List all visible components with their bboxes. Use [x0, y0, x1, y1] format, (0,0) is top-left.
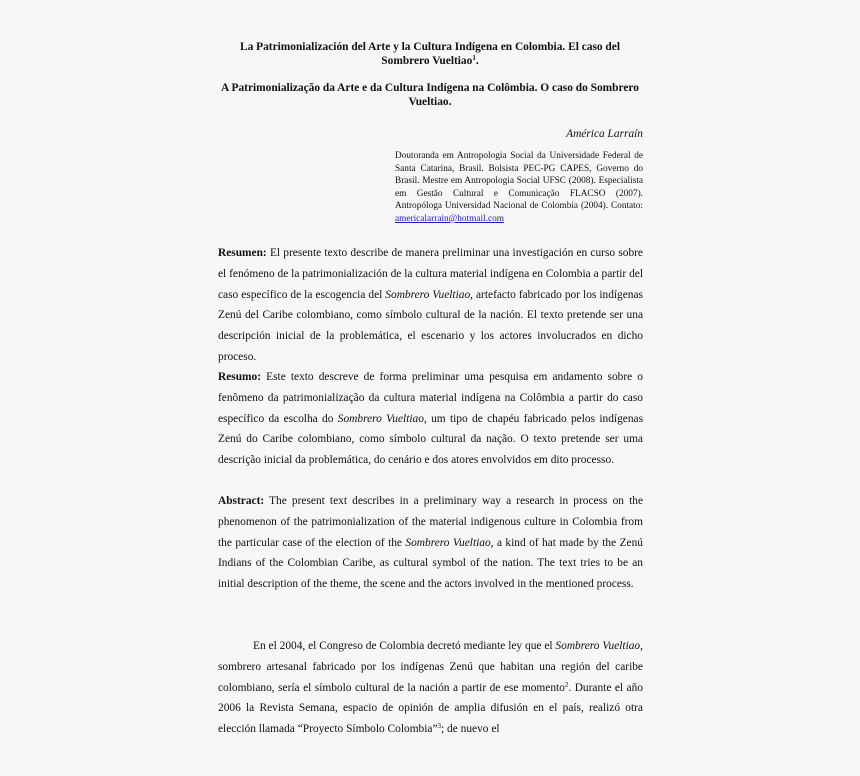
resumen-label: Resumen: — [218, 247, 267, 259]
footnote-marker-3[interactable]: 3 — [437, 722, 442, 731]
resumo-text-after: , um tipo de chapéu fabricado pelos indígenas Zenú do Caribe colombiano, como símbolo cultural da nação. O texto pretende ser uma descrição inicial da problemática, do cenário e dos atores envolvidos em dito processo. — [218, 412, 644, 467]
footnote-marker-1[interactable]: 1 — [472, 54, 476, 62]
contact-email-link[interactable]: americalarrain@hotmail.com — [395, 213, 504, 224]
resumen-italic: Sombrero Vueltiao — [385, 288, 471, 301]
resumo-label: Resumo: — [218, 371, 262, 383]
title-spanish-end: . — [475, 55, 479, 67]
title-spanish — [215, 40, 645, 68]
resumo-paragraph — [218, 367, 643, 471]
abstract-text-after: , a kind of hat made by the Zenú Indians of the Colombian Caribe, as cultural symbol of the nation. The text tries to be an initial description of the theme, the scene and the actors involved in the mentioned process. — [218, 536, 643, 591]
body-part1: En el 2004, el Congreso de Colombia decretó mediante ley que el — [253, 640, 556, 652]
author-name: América Larraín — [566, 128, 643, 140]
body-paragraph — [218, 636, 643, 740]
affiliation-text: Doutoranda em Antropologia Social da Universidade Federal de Santa Catarina, Brasil. Bolsista PEC-PG CAPES, Governo do Brasil. Mestre em Antropologia Social UFSC (2008). Especialista em Gestão Cultural e Comunicação FLACSO (2007). Antropóloga Universidad Nacional de Colombia (2004). Contato: — [395, 151, 643, 212]
resumen-paragraph — [218, 243, 643, 368]
abstract-text-before: The present text describes in a preliminary way a research in process on the phenomenon of the patrimonialization of the material indigenous culture in Colombia from the particular case of the election of the — [218, 495, 643, 549]
resumo-text-before: Este texto descreve de forma preliminar uma pesquisa em andamento sobre o fenômeno da patrimonialização da cultura material indígena na Colômbia a partir do caso específico da escolha do — [218, 371, 643, 425]
body-part4: ; de nuevo el — [441, 723, 500, 736]
author-affiliation — [395, 150, 643, 226]
abstract-paragraph — [218, 491, 643, 595]
body-italic: Sombrero Vueltiao — [555, 640, 641, 652]
body-part2: , sombrero artesanal fabricado por los indígenas Zenú que habitan una región del caribe colombiano, sería el símbolo cultural de la nación a partir de ese momento — [218, 640, 643, 694]
resumo-italic: Sombrero Vueltiao — [337, 412, 424, 425]
abstract-label: Abstract: — [218, 495, 265, 507]
resumen-text-before: El presente texto describe de manera preliminar una investigación en curso sobre el fenómeno de la patrimonialización de la cultura material indígena en Colombia a partir del caso específico de la escogencia del — [218, 247, 643, 301]
footnote-marker-2[interactable]: 2 — [564, 680, 569, 689]
body-part3: . Durante el año 2006 la Revista Semana, espacio de opinión de amplia difusión en el país, realizó otra elección llamada “Proyecto Símbolo Colombia” — [218, 681, 643, 736]
title-spanish-text: La Patrimonialización del Arte y la Cultura Indígena en Colombia. El caso del Sombrero Vueltiao — [239, 41, 620, 67]
abstract-italic: Sombrero Vueltiao — [405, 536, 491, 549]
title-portuguese: A Patrimonialização da Arte e da Cultura Indígena na Colômbia. O caso do Sombrero Vueltiao. — [221, 82, 639, 108]
resumen-text-after: , artefacto fabricado por los indígenas Zenú del Caribe colombiano, como símbolo cultural de la nación. El texto pretende ser una descripción inicial de la problemática, el escenario y los actores involucrados en dicho proceso. — [218, 288, 643, 363]
